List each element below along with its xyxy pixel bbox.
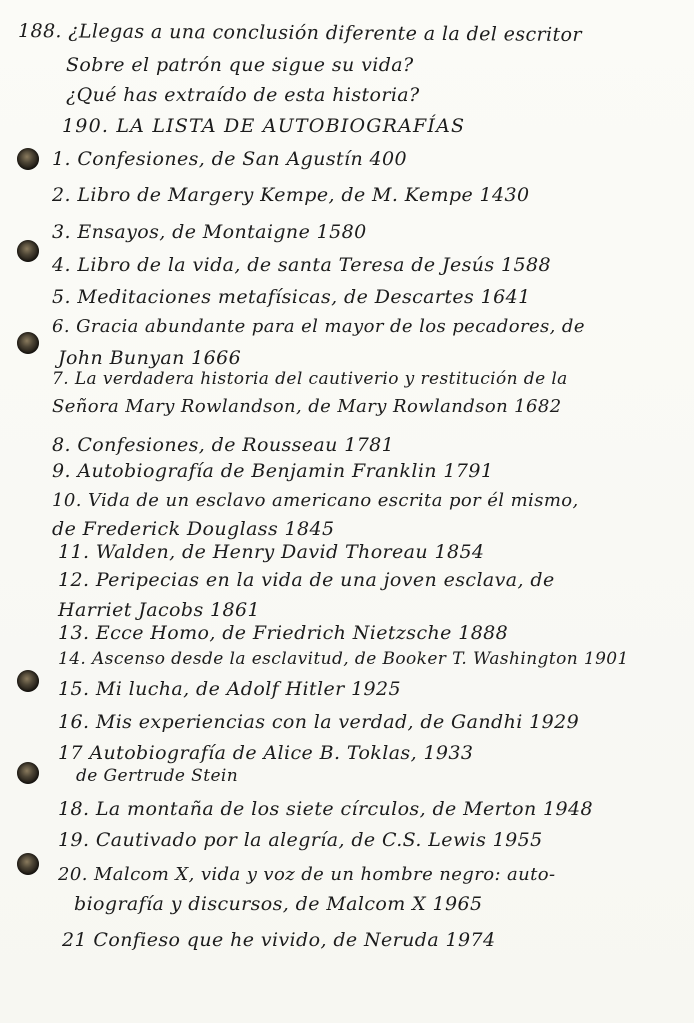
list-item: 7. La verdadera historia del cautiverio y restitución de la: [52, 369, 568, 389]
list-item: 10. Vida de un esclavo americano escrita por él mismo,: [52, 490, 579, 511]
list-item: biografía y discursos, de Malcom X 1965: [74, 893, 483, 915]
list-item: 19. Cautivado por la alegría, de C.S. Lewis 1955: [58, 829, 543, 851]
list-item: Señora Mary Rowlandson, de Mary Rowlandson 1682: [52, 396, 562, 417]
binder-hole: [17, 853, 39, 875]
binder-hole: [17, 148, 39, 170]
list-item: 9. Autobiografía de Benjamin Franklin 1791: [52, 460, 494, 482]
list-item: 20. Malcom X, vida y voz de un hombre negro: auto-: [58, 864, 556, 885]
list-item: John Bunyan 1666: [58, 347, 242, 369]
list-item: 13. Ecce Homo, de Friedrich Nietzsche 1888: [58, 622, 509, 644]
list-item: Harriet Jacobs 1861: [58, 599, 260, 621]
list-item: 15. Mi lucha, de Adolf Hitler 1925: [58, 678, 402, 700]
question-188-line-1: 188. ¿Llegas a una conclusión diferente a la del escritor: [17, 20, 582, 46]
list-item: de Frederick Douglass 1845: [52, 518, 335, 540]
binder-hole: [17, 332, 39, 354]
list-item: 3. Ensayos, de Montaigne 1580: [52, 221, 367, 243]
binder-hole: [17, 762, 39, 784]
list-item: 2. Libro de Margery Kempe, de M. Kempe 1430: [52, 184, 530, 206]
list-item: 12. Peripecias en la vida de una joven esclava, de: [58, 569, 555, 591]
list-item: 18. La montaña de los siete círculos, de Merton 1948: [58, 798, 593, 820]
list-item: 21 Confieso que he vivido, de Neruda 1974: [62, 929, 496, 951]
list-item: 4. Libro de la vida, de santa Teresa de Jesús 1588: [52, 254, 551, 276]
list-item: 8. Confesiones, de Rousseau 1781: [52, 434, 395, 456]
section-heading: 190. LA LISTA DE AUTOBIOGRAFÍAS: [62, 115, 466, 137]
list-item: 17 Autobiografía de Alice B. Toklas, 1933: [58, 742, 474, 764]
list-item: 16. Mis experiencias con la verdad, de Gandhi 1929: [58, 711, 580, 733]
list-item: 1. Confesiones, de San Agustín 400: [52, 148, 408, 170]
list-item: 14. Ascenso desde la esclavitud, de Booker T. Washington 1901: [58, 649, 629, 669]
binder-hole: [17, 670, 39, 692]
binder-hole: [17, 240, 39, 262]
list-item: 6. Gracia abundante para el mayor de los pecadores, de: [52, 316, 585, 337]
list-item: 5. Meditaciones metafísicas, de Descartes 1641: [52, 286, 531, 308]
list-item: de Gertrude Stein: [76, 766, 239, 786]
question-188-line-2: Sobre el patrón que sigue su vida?: [66, 54, 414, 76]
question-188-line-3: ¿Qué has extraído de esta historia?: [66, 84, 420, 106]
list-item: 11. Walden, de Henry David Thoreau 1854: [58, 541, 485, 563]
